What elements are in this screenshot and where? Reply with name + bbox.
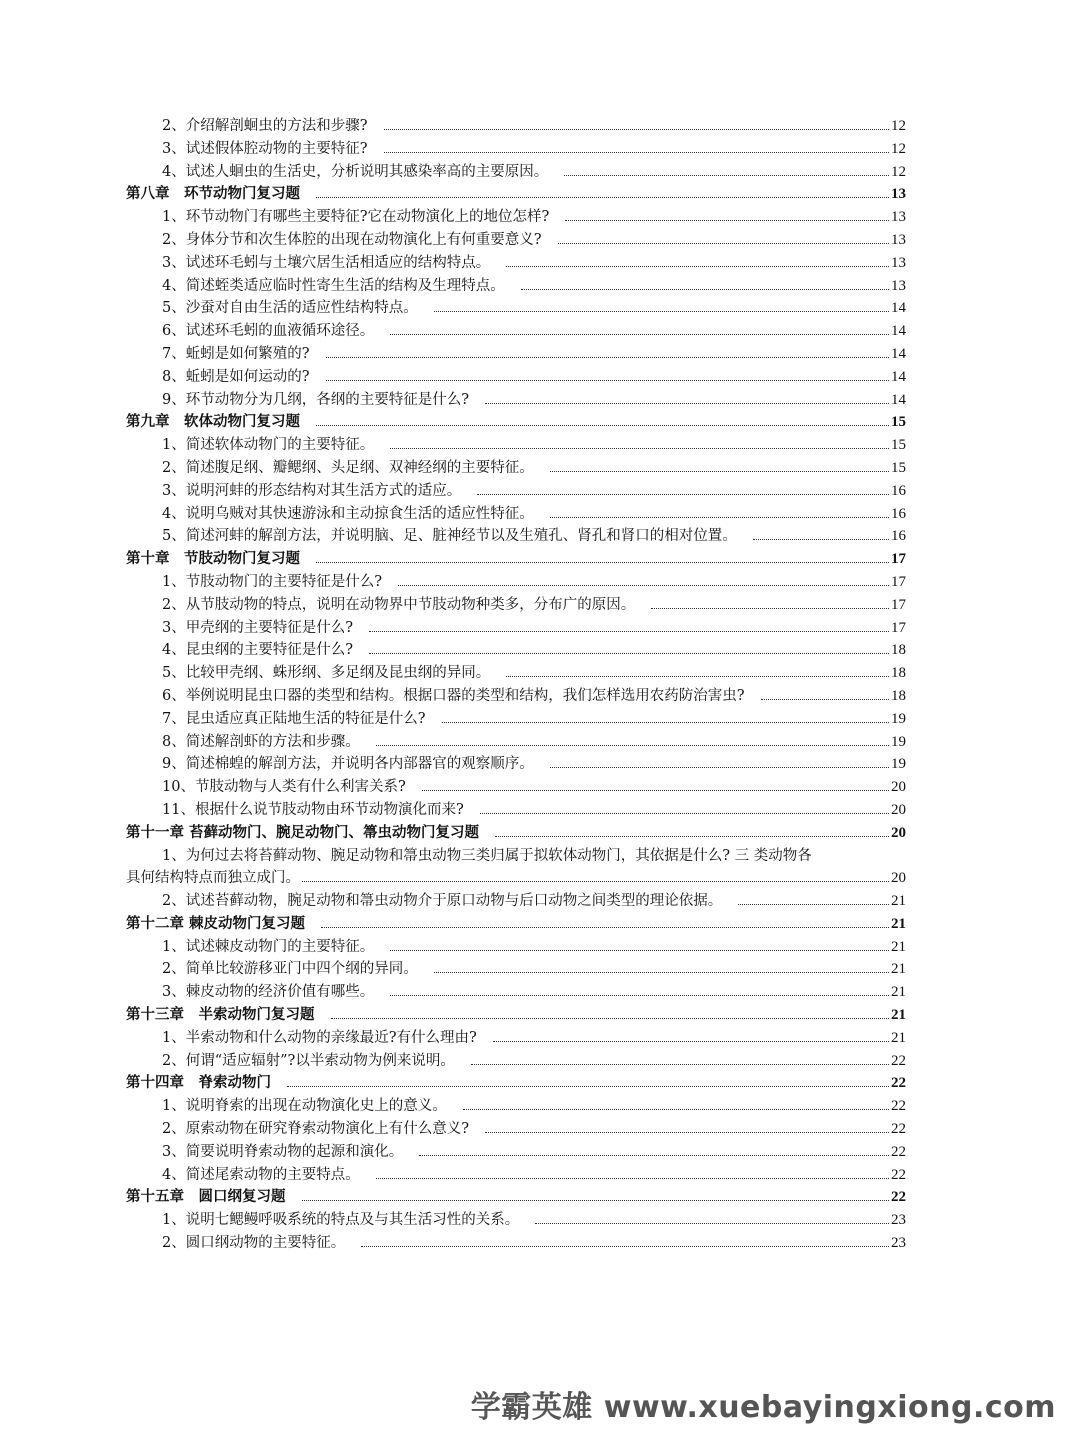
- toc-page-number: 14: [891, 368, 906, 385]
- dot-leader: [521, 289, 889, 290]
- dot-leader: [390, 950, 889, 951]
- toc-entry[interactable]: [126, 685, 906, 708]
- toc-page-number: 22: [891, 1166, 906, 1183]
- toc-entry-text: 5、沙蚕对自由生活的适应性结构特点。: [162, 300, 418, 317]
- toc-entry-text: 3、甲壳纲的主要特征是什么?: [162, 619, 353, 636]
- dot-leader: [761, 699, 890, 700]
- toc-page-number: 13: [891, 277, 906, 294]
- toc-page-number: 22: [891, 1143, 906, 1160]
- dot-leader: [434, 972, 889, 973]
- toc-entry-text: 第八章 环节动物门复习题: [126, 185, 300, 203]
- dot-leader: [390, 995, 889, 996]
- toc-page-number: 13: [891, 254, 906, 271]
- dot-leader: [434, 311, 889, 312]
- toc-entry[interactable]: [126, 343, 906, 366]
- toc-entry-text: 第十四章 脊索动物门: [126, 1074, 271, 1092]
- toc-entry-text: 8、蚯蚓是如何运动的?: [162, 368, 310, 385]
- toc-entry[interactable]: [126, 229, 906, 252]
- toc-entry-text: 第十一章 苔藓动物门、腕足动物门、箒虫动物门复习题: [126, 823, 480, 841]
- site-watermark: 学霸英雄 www.xuebayingxiong.com: [470, 1390, 1056, 1425]
- toc-page-number: 15: [891, 414, 906, 431]
- dot-leader: [558, 243, 890, 244]
- toc-entry[interactable]: [126, 1095, 906, 1118]
- toc-entry[interactable]: [126, 389, 906, 412]
- toc-page-number: 15: [891, 459, 906, 476]
- toc-page-number: 20: [891, 801, 906, 818]
- dot-leader: [651, 608, 889, 609]
- toc-entry-text: 3、简要说明脊索动物的起源和演化。: [162, 1143, 404, 1160]
- toc-page-number: 20: [891, 824, 906, 841]
- toc-page-number: 17: [891, 596, 906, 613]
- toc-entry-text: 1、为何过去将苔藓动物、腕足动物和箒虫动物三类归属于拟软体动物门，其依据是什么? 三 类动物各: [162, 847, 812, 864]
- toc-entry[interactable]: [126, 731, 906, 754]
- dot-leader: [287, 1086, 889, 1087]
- dot-leader: [565, 220, 889, 221]
- toc-entry-text: 2、简单比较游移亚门中四个纲的异同。: [162, 961, 418, 978]
- dot-leader: [316, 562, 889, 563]
- dot-leader: [302, 881, 889, 882]
- dot-leader: [506, 266, 889, 267]
- dot-leader: [485, 1132, 889, 1133]
- dot-leader: [302, 1200, 890, 1201]
- toc-entry-text: 2、从节肢动物的特点，说明在动物界中节肢动物种类多，分布广的原因。: [162, 596, 636, 613]
- toc-page-number: 21: [891, 915, 906, 932]
- toc-page-number: 13: [891, 209, 906, 226]
- toc-page-number: 22: [891, 1075, 906, 1092]
- dot-leader: [480, 813, 889, 814]
- dot-leader: [316, 425, 889, 426]
- dot-leader: [550, 767, 889, 768]
- toc-chapter-heading[interactable]: [126, 183, 906, 206]
- toc-page-number: 12: [891, 163, 906, 180]
- toc-entry-text: 4、试述人蛔虫的生活史，分析说明其感染率高的主要原因。: [162, 163, 549, 180]
- toc-entry-text: 1、说明七鳃鳗呼吸系统的特点及与其生活习性的关系。: [162, 1212, 520, 1229]
- toc-entry-text: 1、环节动物门有哪些主要特征?它在动物演化上的地位怎样?: [162, 209, 550, 226]
- toc-entry-text: 6、举例说明昆虫口器的类型和结构。根据口器的类型和结构，我们怎样选用农药防治害虫?: [162, 687, 745, 704]
- toc-page-number: 14: [891, 391, 906, 408]
- toc-page-number: 17: [891, 551, 906, 568]
- dot-leader: [422, 790, 889, 791]
- toc-entry-text: 1、半索动物和什么动物的亲缘最近?有什么理由?: [162, 1029, 477, 1046]
- toc-page-number: 17: [891, 573, 906, 590]
- toc-entry-text: 4、昆虫纲的主要特征是什么?: [162, 642, 353, 659]
- toc-page-number: 23: [891, 1235, 906, 1252]
- toc-entry-text: 3、试述环毛蚓与土壤穴居生活相适应的结构特点。: [162, 254, 491, 271]
- dot-leader: [463, 1109, 889, 1110]
- toc-page-number: 22: [891, 1121, 906, 1138]
- toc-entry[interactable]: [126, 1050, 906, 1073]
- toc-entry-text: 10、节肢动物与人类有什么利害关系?: [162, 779, 406, 796]
- toc-entry[interactable]: [126, 503, 906, 526]
- toc-page-number: 23: [891, 1212, 906, 1229]
- dot-leader: [369, 631, 889, 632]
- toc-page-number: 19: [891, 756, 906, 773]
- toc-chapter-heading[interactable]: [126, 1004, 906, 1027]
- toc-chapter-heading[interactable]: [126, 548, 906, 571]
- dot-leader: [376, 1178, 889, 1179]
- toc-page-number: 12: [891, 140, 906, 157]
- toc-entry-text: 3、棘皮动物的经济价值有哪些。: [162, 984, 375, 1001]
- toc-page-number: 15: [891, 437, 906, 454]
- toc-entry-text: 第十五章 圆口纲复习题: [126, 1188, 286, 1206]
- toc-page-number: 17: [891, 619, 906, 636]
- dot-leader: [550, 471, 889, 472]
- toc-entry-text: 7、蚯蚓是如何繁殖的?: [162, 345, 310, 362]
- toc-page-number: 20: [891, 870, 906, 887]
- toc-entry-text: 2、试述苔藓动物，腕足动物和箒虫动物介于原口动物与后口动物之间类型的理论依据。: [162, 893, 723, 910]
- dot-leader: [321, 927, 889, 928]
- toc-entry[interactable]: [126, 594, 906, 617]
- dot-leader: [384, 152, 890, 153]
- toc-page-number: 22: [891, 1189, 906, 1206]
- toc-page-number: 18: [891, 642, 906, 659]
- toc-entry[interactable]: [126, 1164, 906, 1187]
- toc-page-number: 16: [891, 528, 906, 545]
- toc-entry-text: 9、简述棉蝗的解剖方法，并说明各内部器官的观察顺序。: [162, 756, 534, 773]
- dot-leader: [384, 129, 890, 130]
- toc-page-number: 21: [891, 1007, 906, 1024]
- toc-entry[interactable]: [126, 525, 906, 548]
- dot-leader: [361, 1246, 889, 1247]
- toc-entry[interactable]: [126, 297, 906, 320]
- toc-page-number: 21: [891, 938, 906, 955]
- toc-page-number: 14: [891, 323, 906, 340]
- toc-page-number: 22: [891, 1098, 906, 1115]
- dot-leader: [495, 836, 889, 837]
- toc-chapter-heading[interactable]: [126, 913, 906, 936]
- toc-entry[interactable]: [126, 617, 906, 640]
- toc-entry-text: 第十三章 半索动物门复习题: [126, 1006, 315, 1024]
- toc-entry-text: 3、试述假体腔动物的主要特征?: [162, 140, 368, 157]
- toc-page-number: 22: [891, 1052, 906, 1069]
- toc-entry-text: 2、何谓“适应辐射”?以半索动物为例来说明。: [162, 1052, 455, 1069]
- toc-page-number: 21: [891, 984, 906, 1001]
- toc-entry[interactable]: [126, 890, 906, 913]
- dot-leader: [316, 197, 889, 198]
- toc-entry-text: 2、原索动物在研究脊索动物演化上有什么意义?: [162, 1121, 469, 1138]
- toc-entry-text: 第九章 软体动物门复习题: [126, 413, 300, 431]
- toc-entry[interactable]: [126, 799, 906, 822]
- dot-leader: [493, 1041, 889, 1042]
- dot-leader: [398, 585, 889, 586]
- toc-entry-text: 第十章 节肢动物门复习题: [126, 550, 300, 568]
- toc-entry[interactable]: [126, 958, 906, 981]
- toc-entry-text: 2、圆口纲动物的主要特征。: [162, 1235, 346, 1252]
- toc-page-number: 18: [891, 665, 906, 682]
- toc-page-number: 18: [891, 687, 906, 704]
- toc-entry-text: 4、简述蛭类适应临时性寄生生活的结构及生理特点。: [162, 277, 505, 294]
- toc-entry-text: 3、说明河蚌的形态结构对其生活方式的适应。: [162, 482, 462, 499]
- dot-leader: [369, 653, 889, 654]
- toc-entry[interactable]: [126, 981, 906, 1004]
- dot-leader: [471, 1064, 889, 1065]
- dot-leader: [738, 904, 889, 905]
- toc-entry-text: 4、简述尾索动物的主要特点。: [162, 1166, 360, 1183]
- toc-page-number: 21: [891, 893, 906, 910]
- dot-leader: [326, 380, 890, 381]
- dot-leader: [326, 357, 890, 358]
- toc-entry-text: 2、身体分节和次生体腔的出现在动物演化上有何重要意义?: [162, 231, 542, 248]
- toc-page-number: 21: [891, 961, 906, 978]
- toc-entry-text: 2、介绍解剖蛔虫的方法和步骤?: [162, 118, 368, 134]
- toc-chapter-heading[interactable]: [126, 1186, 906, 1209]
- toc-entry[interactable]: [126, 1209, 906, 1232]
- toc-entry[interactable]: [126, 252, 906, 275]
- toc-entry[interactable]: [126, 639, 906, 662]
- toc-entry-text-continued: 具何结构特点而独立成门。: [126, 870, 300, 887]
- toc-page-number: 21: [891, 1029, 906, 1046]
- toc-entry-text: 7、昆虫适应真正陆地生活的特征是什么?: [162, 710, 426, 727]
- toc-entry[interactable]: [126, 434, 906, 457]
- toc-entry[interactable]: [126, 320, 906, 343]
- toc-entry[interactable]: [126, 936, 906, 959]
- toc-entry-text: 11、根据什么说节肢动物由环节动物演化而来?: [162, 801, 464, 818]
- toc-entry[interactable]: [126, 1118, 906, 1141]
- toc-entry[interactable]: [126, 708, 906, 731]
- dot-leader: [753, 539, 889, 540]
- toc-entry[interactable]: [126, 115, 906, 138]
- dot-leader: [506, 676, 889, 677]
- toc-entry[interactable]: [126, 366, 906, 389]
- toc-entry-text: 1、简述软体动物门的主要特征。: [162, 437, 375, 454]
- toc-entry[interactable]: [126, 1027, 906, 1050]
- toc-entry[interactable]: [126, 776, 906, 799]
- dot-leader: [564, 175, 889, 176]
- toc-page-number: 13: [891, 186, 906, 203]
- dot-leader: [376, 745, 889, 746]
- toc-entry-wrapped[interactable]: [126, 845, 906, 891]
- toc-page-number: 14: [891, 300, 906, 317]
- toc-page-number: 14: [891, 345, 906, 362]
- toc-entry[interactable]: [126, 275, 906, 298]
- toc-entry-text: 6、试述环毛蚓的血液循环途径。: [162, 323, 375, 340]
- toc-entry[interactable]: [126, 1232, 906, 1255]
- toc-page-number: 16: [891, 482, 906, 499]
- toc-page-number: 13: [891, 231, 906, 248]
- dot-leader: [331, 1018, 890, 1019]
- toc-page-number: 20: [891, 779, 906, 796]
- dot-leader: [477, 494, 889, 495]
- toc-entry[interactable]: [126, 457, 906, 480]
- toc-entry-text: 2、简述腹足纲、瓣鳃纲、头足纲、双神经纲的主要特征。: [162, 459, 534, 476]
- toc-entry-text: 5、简述河蚌的解剖方法，并说明脑、足、脏神经节以及生殖孔、肾孔和肾口的相对位置。: [162, 528, 737, 545]
- toc-chapter-heading[interactable]: [126, 1072, 906, 1095]
- toc-chapter-heading[interactable]: [126, 822, 906, 845]
- toc-entry[interactable]: [126, 138, 906, 161]
- toc-entry[interactable]: [126, 753, 906, 776]
- toc-entry[interactable]: [126, 161, 906, 184]
- toc-page-number: 16: [891, 505, 906, 522]
- toc-entry-text: 1、节肢动物门的主要特征是什么?: [162, 573, 382, 590]
- toc-entry-text: 5、比较甲壳纲、蛛形纲、多足纲及昆虫纲的异同。: [162, 665, 491, 682]
- toc-entry[interactable]: [126, 662, 906, 685]
- toc-page-number: 12: [891, 118, 906, 134]
- dot-leader: [535, 1223, 889, 1224]
- toc-page-number: 19: [891, 733, 906, 750]
- toc-entry[interactable]: [126, 1141, 906, 1164]
- toc-entry[interactable]: [126, 206, 906, 229]
- dot-leader: [442, 722, 890, 723]
- dot-leader: [390, 448, 889, 449]
- toc-page-number: 19: [891, 710, 906, 727]
- toc-entry-text: 8、简述解剖虾的方法和步骤。: [162, 733, 360, 750]
- toc-chapter-heading[interactable]: [126, 411, 906, 434]
- dot-leader: [550, 517, 889, 518]
- toc-entry[interactable]: [126, 480, 906, 503]
- toc-entry-text: 1、说明脊索的出现在动物演化史上的意义。: [162, 1098, 447, 1115]
- toc-entry-text: 9、环节动物分为几纲，各纲的主要特征是什么?: [162, 391, 469, 408]
- dot-leader: [419, 1155, 889, 1156]
- dot-leader: [390, 334, 889, 335]
- toc-entry-text: 4、说明乌贼对其快速游泳和主动掠食生活的适应性特征。: [162, 505, 534, 522]
- dot-leader: [485, 403, 889, 404]
- toc-entry-text: 1、试述棘皮动物门的主要特征。: [162, 938, 375, 955]
- toc-entry-text: 第十二章 棘皮动物门复习题: [126, 914, 306, 932]
- table-of-contents: [126, 115, 906, 1255]
- toc-entry[interactable]: [126, 571, 906, 594]
